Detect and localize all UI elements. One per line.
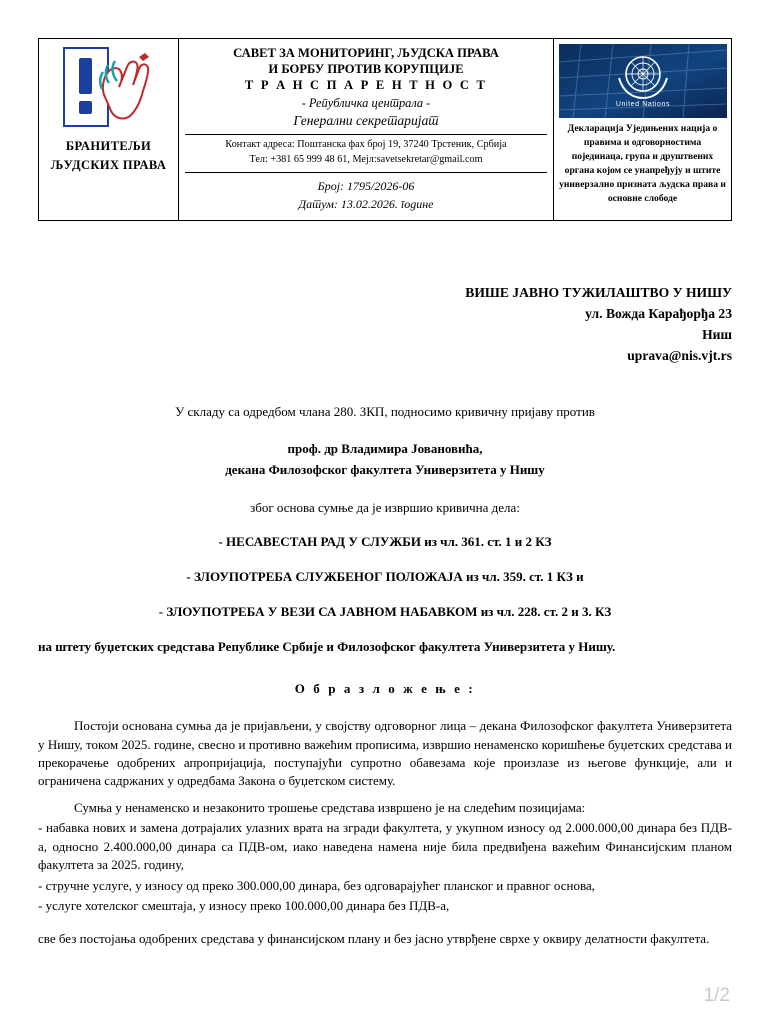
- letterhead-center-column: [179, 39, 553, 220]
- addressee-street: ул. Вожда Карађорђа 23: [585, 306, 732, 322]
- org-name-line2: И БОРБУ ПРОТИВ КОРУПЦИЈЕ: [268, 62, 464, 77]
- org-name-line1: САВЕТ ЗА МОНИТОРИНГ, ЉУДСКА ПРАВА: [233, 46, 499, 60]
- letterhead: [38, 38, 732, 221]
- braniteljli-logo-icon: [63, 47, 155, 127]
- explanation-paragraph-1: Постоји основана сумња да је пријављени, у својству одговорног лица – декана Филозофског факултета Универзитета у Нишу, током 2025. године, свесно и противно важећим прописима, извршио ненаменско коришћење буџетских средстава и прекорачење одобрених апропријација, поступајући супротно обавезама које произлазе из његове функције, али и ограничена садржаних у одредбама Закона о буџетском систему.: [38, 718, 732, 789]
- letterhead-right-column: [553, 39, 731, 220]
- contact-address: Контакт адреса: Поштанска фах број 19, 37240 Трстеник, Србија: [225, 139, 507, 151]
- grounds-text: због основа сумње да је извршио кривична дела:: [250, 500, 520, 516]
- un-declaration-banner-icon: [559, 44, 727, 118]
- document-body: [38, 404, 732, 956]
- charge-item-2: - ЗЛОУПОТРЕБА СЛУЖБЕНОГ ПОЛОЖАЈА из чл. 359. ст. 1 КЗ и: [186, 569, 584, 585]
- explanation-paragraph-closing: све без постојања одобрених средстава у финансијском плану и без јасно утврђене сврхе у оквиру делатности факултета.: [38, 930, 710, 946]
- addressee-city: Ниш: [702, 327, 732, 343]
- braniteljli-title-line1: БРАНИТЕЉИ: [65, 139, 152, 153]
- org-subtitle-secretariat: Генерални секретаријат: [293, 113, 439, 129]
- accused-block: [38, 438, 732, 480]
- contact-phone-email: Тел: +381 65 999 48 61, Мејл:savetsekretar@gmail.com: [249, 154, 483, 165]
- page-number: 1/2: [703, 985, 730, 1006]
- contact-block: [185, 134, 547, 168]
- addressee-institution: ВИШЕ ЈАВНО ТУЖИЛАШТВО У НИШУ: [465, 285, 732, 300]
- addressee-email: uprava@nis.vjt.rs: [627, 348, 732, 364]
- accused-role: декана Филозофског факултета Универзитета у Нишу: [225, 462, 545, 478]
- braniteljli-title: [51, 137, 167, 175]
- explanation-item-2: - стручне услуге, у износу од преко 300.000,00 динара, без одговарајућег планског и правног основа,: [38, 877, 595, 893]
- reference-number: Број: 1795/2026-06: [317, 178, 415, 193]
- un-declaration-caption: Декларација Уједињених нација о правима и одговорностима појединаца, група и друштвених органа којом се унапређују и штите универзално призната људска права и основне слободе: [559, 123, 726, 204]
- damage-statement: на штету буџетских средстава Републике Србије и Филозофског факултета Универзитета у Нишу.: [38, 639, 616, 655]
- letterhead-left-column: [39, 39, 179, 220]
- accused-name: проф. др Владимира Јовановића,: [287, 441, 483, 456]
- intro-text: У складу са одредбом члана 280. ЗКП, подносимо кривичну пријаву против: [175, 404, 595, 419]
- explanation-item-3: - услуге хотелског смештаја, у износу преко 100.000,00 динара без ПДВ-а,: [38, 898, 450, 914]
- addressee-block: [465, 282, 732, 366]
- org-name-line3: Т Р А Н С П А Р Е Н Т Н О С Т: [244, 78, 488, 93]
- explanation-item-1: - набавка нових и замена дотрајалих улазних врата на згради факултета, у укупном износу од 2.000.000,00 динара без ПДВ-а, односно 2.400.000,00 динара са ПДВ-ом, иако наведена намена није била предвиђена важећим Финансијским планом факултета за 2025. годину,: [38, 820, 732, 873]
- org-subtitle-central: - Републичка централа -: [301, 96, 431, 111]
- reference-date: Датум: 13.02.2026. године: [298, 197, 434, 212]
- charge-item-3: - ЗЛОУПОТРЕБА У ВЕЗИ СА ЈАВНОМ НАБАВКОМ из чл. 228. ст. 2 и 3. КЗ: [158, 604, 612, 620]
- charge-item-1: - НЕСАВЕСТАН РАД У СЛУЖБИ из чл. 361. ст. 1 и 2 КЗ: [218, 534, 552, 550]
- svg-text:United Nations: United Nations: [615, 101, 670, 108]
- section-title-explanation: О б р а з л о ж е њ е :: [294, 681, 476, 697]
- reference-block: [185, 172, 547, 216]
- explanation-paragraph-2: Сумња у ненаменско и незаконито трошење средстава извршено је на следећим позицијама:: [74, 799, 586, 815]
- braniteljli-title-line2: ЉУДСКИХ ПРАВА: [50, 157, 167, 172]
